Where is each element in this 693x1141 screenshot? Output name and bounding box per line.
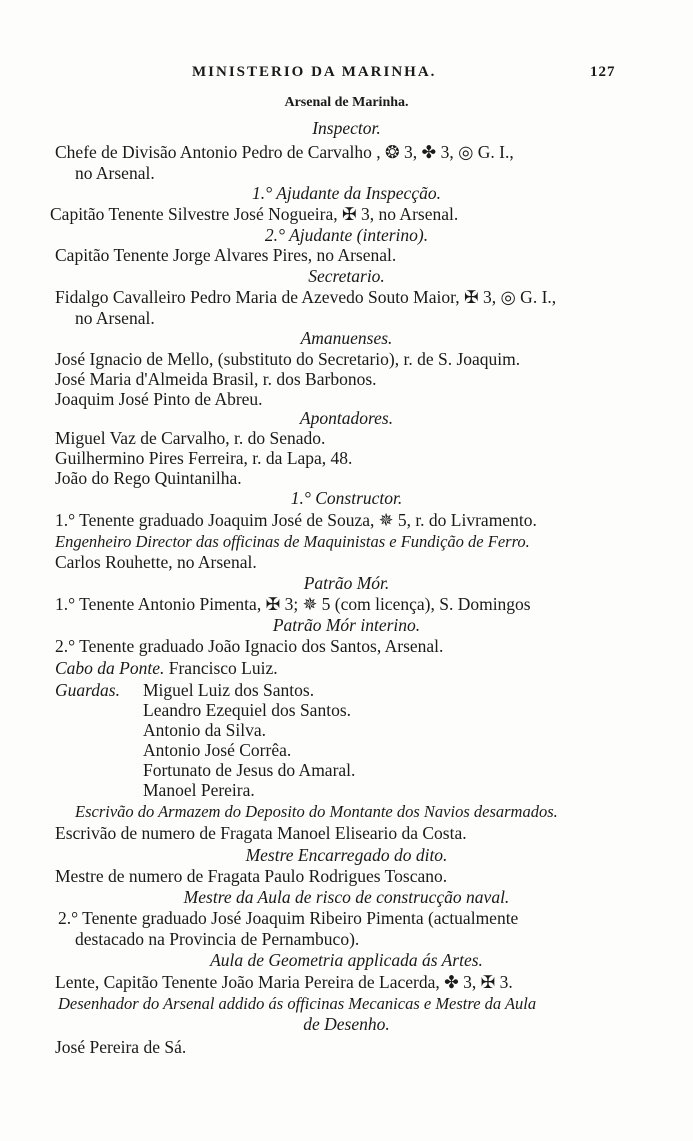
ajudante2-entry: Capitão Tenente Jorge Alvares Pires, no Arsenal. [55,245,397,265]
engenheiro-entry: Carlos Rouhette, no Arsenal. [55,552,257,572]
amanuenses-heading: Amanuenses. [300,328,393,348]
guardas-label: Guardas. [55,680,120,700]
page-number: 127 [590,64,616,80]
cabo-name: Francisco Luiz. [168,658,278,678]
section-title: Arsenal de Marinha. [284,95,409,110]
mestre-aula-entry-line1: 2.° Tenente graduado José Joaquim Ribeiro Pimenta (actualmente [58,908,519,928]
escrivao-entry: Escrivão de numero de Fragata Manoel Eliseario da Costa. [55,823,467,843]
guarda-entry: Antonio da Silva. [143,720,266,740]
constructor-heading: 1.° Constructor. [290,488,403,508]
mestre-aula-heading: Mestre da Aula de risco de construcção naval. [183,887,510,907]
patrao-interino-entry: 2.° Tenente graduado João Ignacio dos Santos, Arsenal. [55,636,444,656]
guarda-entry: Manoel Pereira. [143,780,255,800]
engenheiro-heading: Engenheiro Director das officinas de Maquinistas e Fundição de Ferro. [55,532,530,551]
aula-heading: Aula de Geometria applicada ás Artes. [210,950,483,970]
constructor-entry: 1.° Tenente graduado Joaquim José de Souza, ✵ 5, r. do Livramento. [55,510,537,530]
guarda-entry: Fortunato de Jesus do Amaral. [143,760,356,780]
running-header-title: MINISTERIO DA MARINHA. [192,64,437,80]
apontadores-heading: Apontadores. [299,408,394,428]
guarda-entry: Miguel Luiz dos Santos. [143,680,315,700]
apontador-entry: Guilhermino Pires Ferreira, r. da Lapa, 48. [55,448,353,468]
desenhador-heading-line2: de Desenho. [303,1014,390,1034]
escrivao-heading: Escrivão do Armazem do Deposito do Montante dos Navios desarmados. [75,802,558,821]
desenhador-entry: José Pereira de Sá. [55,1037,187,1057]
secretario-entry-line2: no Arsenal. [75,308,155,328]
inspector-entry-line2: no Arsenal. [75,163,155,183]
aula-entry: Lente, Capitão Tenente João Maria Pereira de Lacerda, ✤ 3, ✠ 3. [55,972,513,992]
apontador-entry: Miguel Vaz de Carvalho, r. do Senado. [55,428,326,448]
amanuense-entry: José Ignacio de Mello, (substituto do Secretario), r. de S. Joaquim. [55,349,521,369]
mestre-heading: Mestre Encarregado do dito. [245,845,448,865]
patrao-interino-heading: Patrão Mór interino. [272,615,421,635]
secretario-heading: Secretario. [308,266,385,286]
patrao-heading: Patrão Mór. [303,573,390,593]
ajudante2-heading: 2.° Ajudante (interino). [264,225,429,245]
secretario-entry-line1: Fidalgo Cavalleiro Pedro Maria de Azevedo Souto Maior, ✠ 3, ◎ G. I., [55,287,557,307]
guarda-entry: Antonio José Corrêa. [143,740,292,760]
apontador-entry: João do Rego Quintanilha. [55,468,242,488]
mestre-entry: Mestre de numero de Fragata Paulo Rodrigues Toscano. [55,866,448,886]
inspector-heading: Inspector. [312,118,381,138]
mestre-aula-entry-line2: destacado na Provincia de Pernambuco). [75,929,360,949]
amanuense-entry: Joaquim José Pinto de Abreu. [55,389,263,409]
inspector-entry-line1: Chefe de Divisão Antonio Pedro de Carvalho , ❂ 3, ✤ 3, ◎ G. I., [55,142,514,162]
amanuense-entry: José Maria d'Almeida Brasil, r. dos Barbonos. [55,369,377,389]
patrao-entry: 1.° Tenente Antonio Pimenta, ✠ 3; ✵ 5 (com licença), S. Domingos [55,594,531,614]
ajudante1-heading: 1.° Ajudante da Inspecção. [252,183,441,203]
ajudante1-entry: Capitão Tenente Silvestre José Nogueira, ✠ 3, no Arsenal. [50,204,459,224]
desenhador-heading-line1: Desenhador do Arsenal addido ás officinas Mecanicas e Mestre da Aula [58,994,537,1013]
cabo-label: Cabo da Ponte. [55,658,165,678]
guarda-entry: Leandro Ezequiel dos Santos. [143,700,352,720]
cabo-entry [55,658,278,678]
